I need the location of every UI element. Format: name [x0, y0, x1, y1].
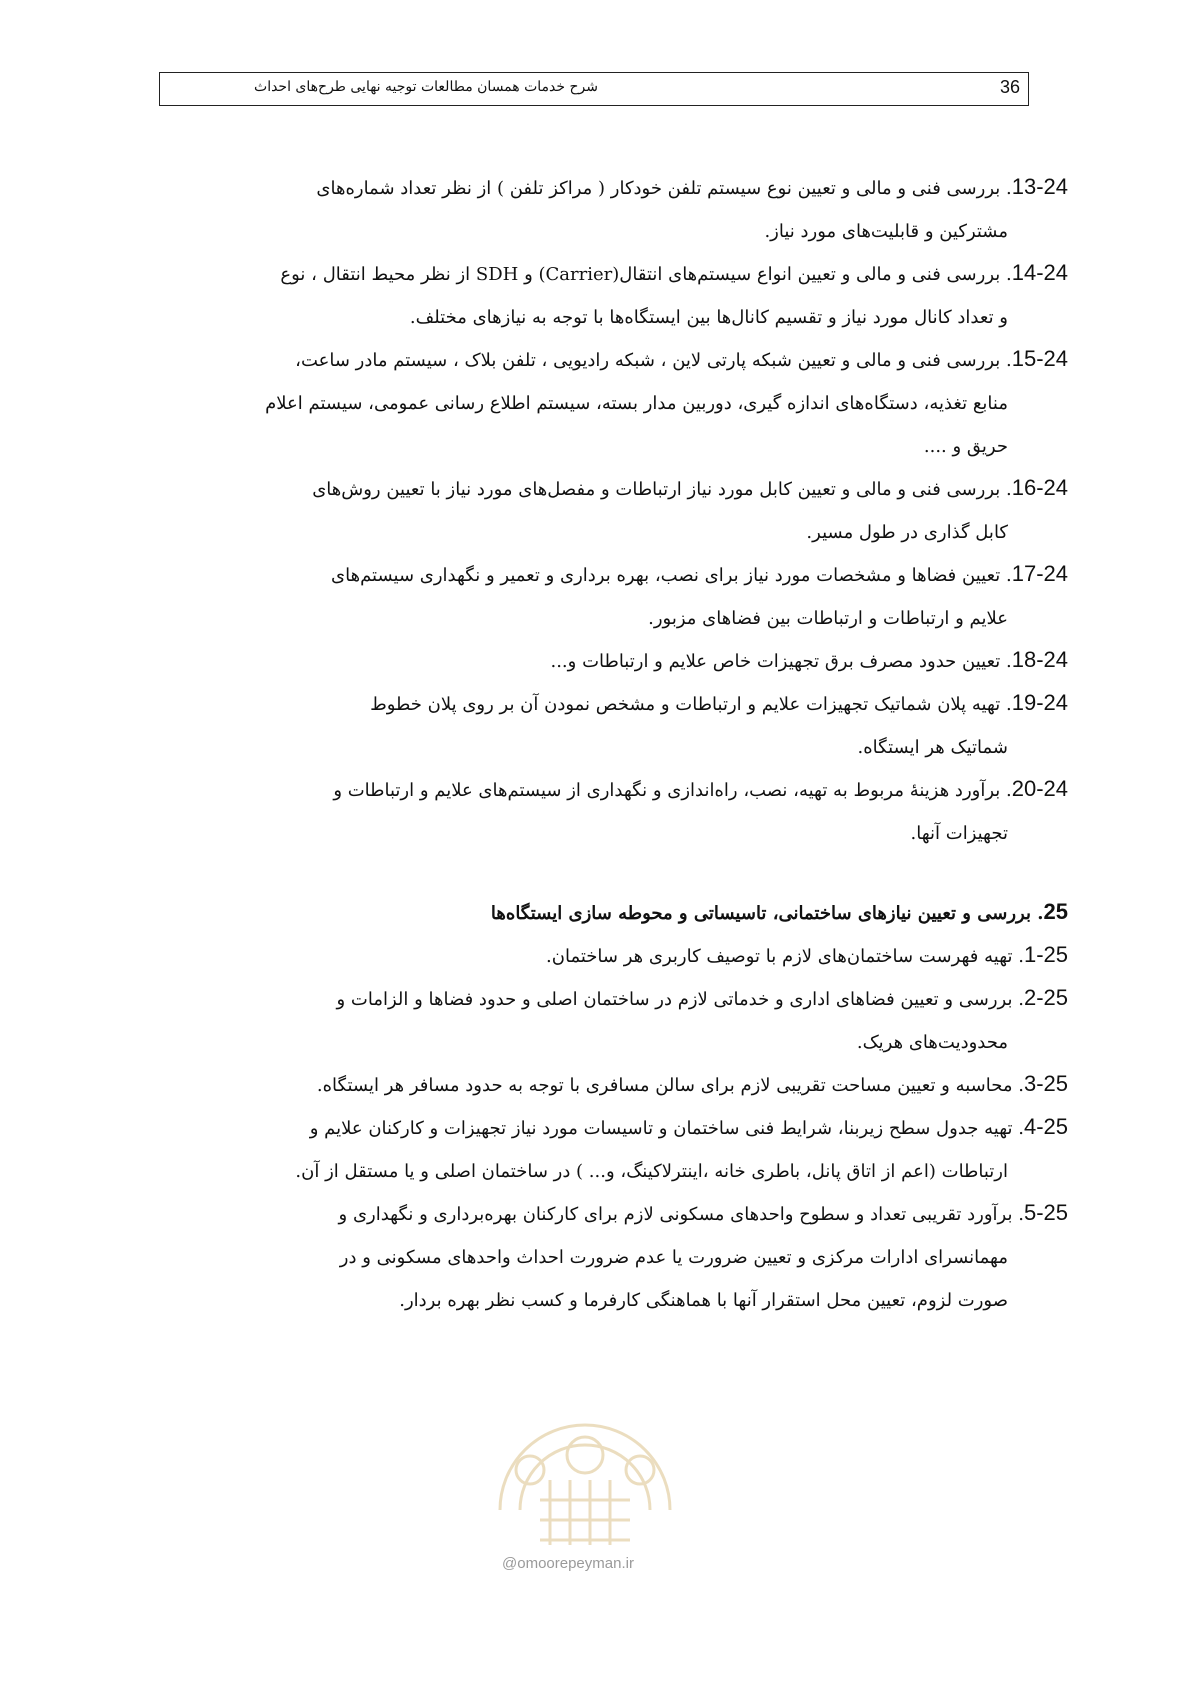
- list-item: [163, 251, 1068, 339]
- section-heading: [163, 890, 1068, 935]
- item-text: . تهیه فهرست ساختمان‌های لازم با توصیف کاربری هر ساختمان.: [546, 946, 1024, 967]
- page-header: [159, 72, 1029, 106]
- item-number: 19-24: [1011, 690, 1068, 715]
- item-text: . بررسی و تعیین فضاهای اداری و خدماتی لازم در ساختمان اصلی و حدود فضاها و الزامات و: [336, 989, 1024, 1010]
- section-number: 25: [1043, 899, 1068, 924]
- list-item: [163, 767, 1068, 855]
- item-number: 15-24: [1011, 346, 1068, 371]
- seal-stamp-icon: [460, 1360, 710, 1550]
- item-text: . تهیه جدول سطح زیربنا، شرایط فنی ساختمان و تاسیسات مورد نیاز تجهیزات و کارکنان علایم و: [309, 1118, 1024, 1139]
- list-item: [163, 337, 1068, 468]
- item-text-continued: و تعداد کانال مورد نیاز و تقسیم کانال‌ها بین ایستگاه‌ها با توجه به نیازهای مختلف.: [409, 307, 1008, 328]
- item-text-continued: ارتباطات (اعم از اتاق پانل، باطری خانه ،اینترلاکینگ، و... ) در ساختمان اصلی و یا مستقل از آن.: [295, 1161, 1008, 1182]
- item-number: 13-24: [1011, 174, 1068, 199]
- list-item: [163, 638, 1068, 683]
- item-text: . بررسی فنی و مالی و تعیین انواع سیستم‌های انتقال(Carrier) و SDH از نظر محیط انتقال ، نوع: [280, 264, 1012, 285]
- list-item: [163, 1062, 1068, 1107]
- list-item: [163, 933, 1068, 978]
- list-item: [163, 552, 1068, 640]
- watermark-text: @omoorepeyman.ir: [502, 1555, 634, 1572]
- item-number: 2-25: [1023, 985, 1068, 1010]
- item-text: . بررسی فنی و مالی و تعیین شبکه پارتی لاین ، شبکه رادیویی ، تلفن بلاک ، سیستم مادر ساعت،: [295, 350, 1012, 371]
- item-text: . تعیین فضاها و مشخصات مورد نیاز برای نصب، بهره برداری و تعمیر و نگهداری سیستم‌های: [331, 565, 1012, 586]
- section-title: . بررسی و تعیین نیازهای ساختمانی، تاسیساتی و محوطه سازی ایستگاه‌ها: [490, 903, 1044, 924]
- item-text-continued: حریق و ....: [923, 436, 1008, 457]
- item-number: 18-24: [1011, 647, 1068, 672]
- item-text-continued: مشترکین و قابلیت‌های مورد نیاز.: [764, 221, 1008, 242]
- list-item: [163, 976, 1068, 1064]
- header-title: شرح خدمات همسان مطالعات توجیه نهایی طرح‌های احداث: [254, 79, 598, 95]
- list-item: [163, 466, 1068, 554]
- item-text: . بررسی فنی و مالی و تعیین کابل مورد نیاز ارتباطات و مفصل‌های مورد نیاز با تعیین روش‌های: [312, 479, 1012, 500]
- item-text-continued: منابع تغذیه، دستگاه‌های اندازه گیری، دوربین مدار بسته، سیستم اطلاع رسانی عمومی، سیستم اعلام: [265, 393, 1008, 414]
- item-text-continued: محدودیت‌های هریک.: [856, 1032, 1008, 1053]
- list-item: [163, 1191, 1068, 1322]
- item-text: . تعیین حدود مصرف برق تجهیزات خاص علایم و ارتباطات و...: [550, 651, 1012, 672]
- item-number: 4-25: [1023, 1114, 1068, 1139]
- item-text-continued: کابل گذاری در طول مسیر.: [806, 522, 1008, 543]
- item-number: 3-25: [1023, 1071, 1068, 1096]
- item-number: 20-24: [1011, 776, 1068, 801]
- item-number: 16-24: [1011, 475, 1068, 500]
- item-text: . برآورد تقریبی تعداد و سطوح واحدهای مسکونی لازم برای کارکنان بهره‌برداری و نگهداری و: [338, 1204, 1024, 1225]
- item-text-continued: علایم و ارتباطات و ارتباطات بین فضاهای مزبور.: [648, 608, 1008, 629]
- item-number: 5-25: [1023, 1200, 1068, 1225]
- list-item: [163, 681, 1068, 769]
- page-number: 36: [1000, 77, 1021, 97]
- item-text: . بررسی فنی و مالی و تعیین نوع سیستم تلفن خودکار ( مراکز تلفن ) از نظر تعداد شماره‌های: [316, 178, 1012, 199]
- item-number: 17-24: [1011, 561, 1068, 586]
- item-text-continued: مهمانسرای ادارات مرکزی و تعیین ضرورت یا عدم ضرورت احداث واحدهای مسکونی و در: [339, 1247, 1008, 1268]
- item-text: . تهیه پلان شماتیک تجهیزات علایم و ارتباطات و مشخص نمودن آن بر روی پلان خطوط: [370, 694, 1012, 715]
- list-item: [163, 165, 1068, 253]
- item-number: 1-25: [1023, 942, 1068, 967]
- list-item: [163, 1105, 1068, 1193]
- item-number: 14-24: [1011, 260, 1068, 285]
- item-text-continued: شماتیک هر ایستگاه.: [857, 737, 1008, 758]
- item-text: . محاسبه و تعیین مساحت تقریبی لازم برای سالن مسافری با توجه به حدود مسافر هر ایستگاه.: [316, 1075, 1024, 1096]
- item-text: . برآورد هزینهٔ مربوط به تهیه، نصب، راه‌اندازی و نگهداری از سیستم‌های علایم و ارتباطات و: [333, 780, 1012, 801]
- item-text-continued: تجهیزات آنها.: [910, 823, 1008, 844]
- item-text-continued: صورت لزوم، تعیین محل استقرار آنها با هماهنگی کارفرما و کسب نظر بهره بردار.: [399, 1290, 1008, 1311]
